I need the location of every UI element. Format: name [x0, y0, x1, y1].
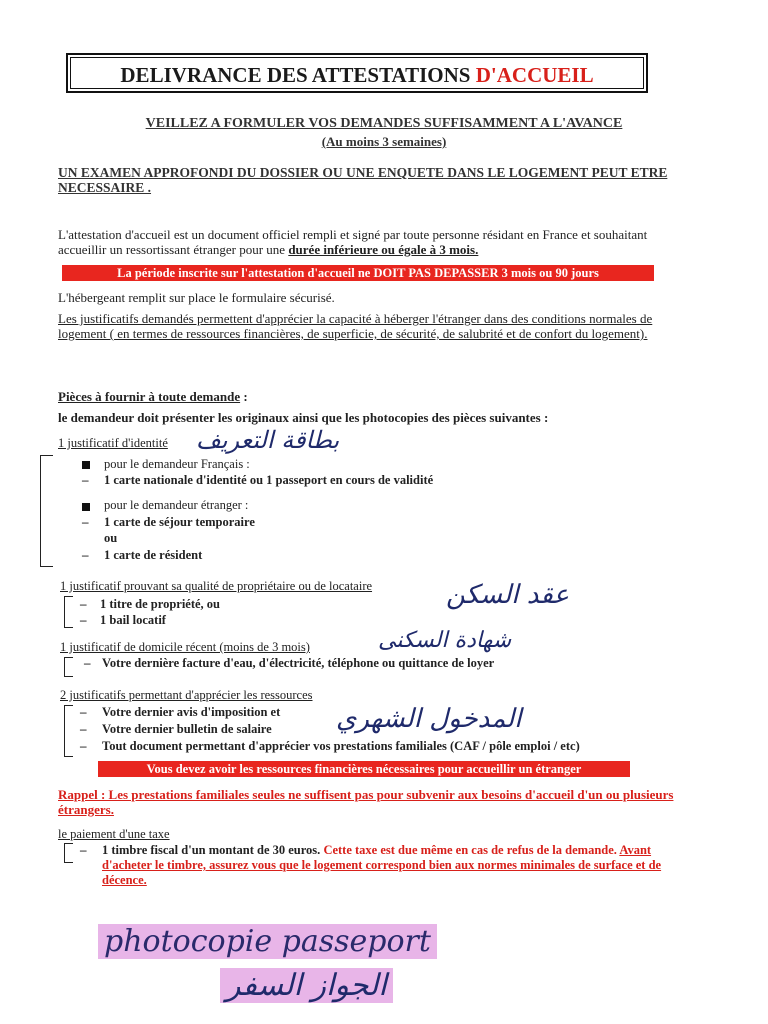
pieces-heading-suffix: : [240, 389, 248, 404]
tax-item-red1: Cette taxe est due même en cas de refus de la demande. [323, 843, 620, 857]
host-line: L'hébergeant remplit sur place le formulaire sécurisé. [58, 290, 335, 305]
property-label: 1 justificatif prouvant sa qualité de propriétaire ou de locataire [60, 579, 373, 593]
justificatifs-paragraph: Les justificatifs demandés permettent d'apprécier la capacité à héberger l'étranger dans des conditions normales de logement ( en termes de ressources financières, de superficie, de sécurité, de salubrité et de confort du logement). [58, 311, 653, 341]
pieces-instruction: le demandeur doit présenter les originaux ainsi que les photocopies des pièces suivantes : [58, 410, 549, 425]
intro-paragraph [58, 227, 694, 257]
pieces-heading-text: Pièces à fournir à toute demande [58, 389, 241, 404]
resources-banner: Vous devez avoir les ressources financières nécessaires pour accueillir un étranger [98, 761, 630, 777]
identity-french-item: 1 carte nationale d'identité ou 1 passeport en cours de validité [104, 473, 434, 487]
identity-foreign-label: pour le demandeur étranger : [104, 498, 249, 512]
identity-handwritten-note: بطاقة التعريف [196, 426, 340, 454]
identity-foreign-item2: 1 carte de résident [104, 548, 203, 562]
dash: – [80, 704, 87, 719]
identity-label: 1 justificatif d'identité [58, 436, 168, 450]
dash: – [80, 738, 87, 753]
bullet-square [82, 461, 90, 469]
dash: – [84, 655, 91, 670]
warning-text: UN EXAMEN APPROFONDI DU DOSSIER OU UNE ENQUETE DANS LE LOGEMENT PEUT ETRE NECESSAIRE . [58, 165, 668, 195]
title-accent: D'ACCUEIL [475, 63, 594, 87]
resources-item2: Votre dernier bulletin de salaire [102, 722, 272, 736]
dash: – [82, 514, 89, 529]
resources-label: 2 justificatifs permettant d'apprécier les ressources [60, 688, 313, 702]
rappel-text: Rappel : Les prestations familiales seules ne suffisent pas pour subvenir aux besoins d'accueil d'un ou plusieurs étrangers. [58, 787, 674, 817]
pieces-heading [58, 389, 694, 404]
intro-emphasis: durée inférieure ou égale à 3 mois. [288, 242, 479, 257]
handwritten-passport-arabic-text: الجواز السفر [220, 968, 393, 1003]
identity-foreign-item1: 1 carte de séjour temporaire [104, 515, 255, 529]
handwritten-passport-note [98, 924, 437, 959]
resources-item1: Votre dernier avis d'imposition et [102, 705, 281, 719]
tax-item-red2: Avant d'acheter le timbre, assurez vous que le logement correspond bien aux normes minimales de surface et de décence. [102, 843, 662, 887]
tax-item [102, 843, 678, 888]
dash: – [82, 547, 89, 562]
subtitle-line2: (Au moins 3 semaines) [321, 134, 447, 149]
domicile-brace [64, 657, 73, 677]
resources-item3: Tout document permettant d'apprécier vos prestations familiales (CAF / pôle emploi / etc) [102, 739, 580, 753]
handwritten-passport-text: photocopie passeport [98, 924, 437, 959]
domicile-handwritten-note: شهادة السكنى [378, 628, 512, 653]
dash: – [82, 472, 89, 487]
domicile-label: 1 justificatif de domicile récent (moins de 3 mois) [60, 640, 310, 654]
property-brace [64, 596, 73, 628]
dash: – [80, 612, 87, 627]
resources-brace [64, 705, 73, 757]
title-main: DELIVRANCE DES ATTESTATIONS [120, 63, 476, 87]
property-handwritten-note: عقد السكن [446, 580, 570, 610]
domicile-item1: Votre dernière facture d'eau, d'électricité, téléphone ou quittance de loyer [102, 656, 495, 670]
dash: – [80, 842, 87, 857]
identity-brace [40, 455, 53, 567]
dash: – [80, 721, 87, 736]
subtitle-line1: VEILLEZ A FORMULER VOS DEMANDES SUFFISAMMENT A L'AVANCE [145, 116, 623, 131]
intro-text: L'attestation d'accueil est un document officiel rempli et signé par toute personne résidant en France et souhaitant accueillir un ressortissant étranger pour une [58, 227, 648, 257]
identity-or: ou [104, 531, 118, 545]
property-item2: 1 bail locatif [100, 613, 166, 627]
resources-handwritten-note: المدخول الشهري [336, 704, 522, 734]
handwritten-passport-arabic [220, 968, 393, 1003]
dash: – [80, 596, 87, 611]
property-item1: 1 titre de propriété, ou [100, 597, 221, 611]
identity-french-label: pour le demandeur Français : [104, 457, 250, 471]
tax-item-prefix: 1 timbre fiscal d'un montant de 30 euros. [102, 843, 324, 857]
tax-brace [64, 843, 73, 863]
tax-label: le paiement d'une taxe [58, 827, 170, 841]
period-banner: La période inscrite sur l'attestation d'accueil ne DOIT PAS DEPASSER 3 mois ou 90 jours [62, 265, 654, 281]
bullet-square [82, 503, 90, 511]
page-title [66, 53, 648, 93]
